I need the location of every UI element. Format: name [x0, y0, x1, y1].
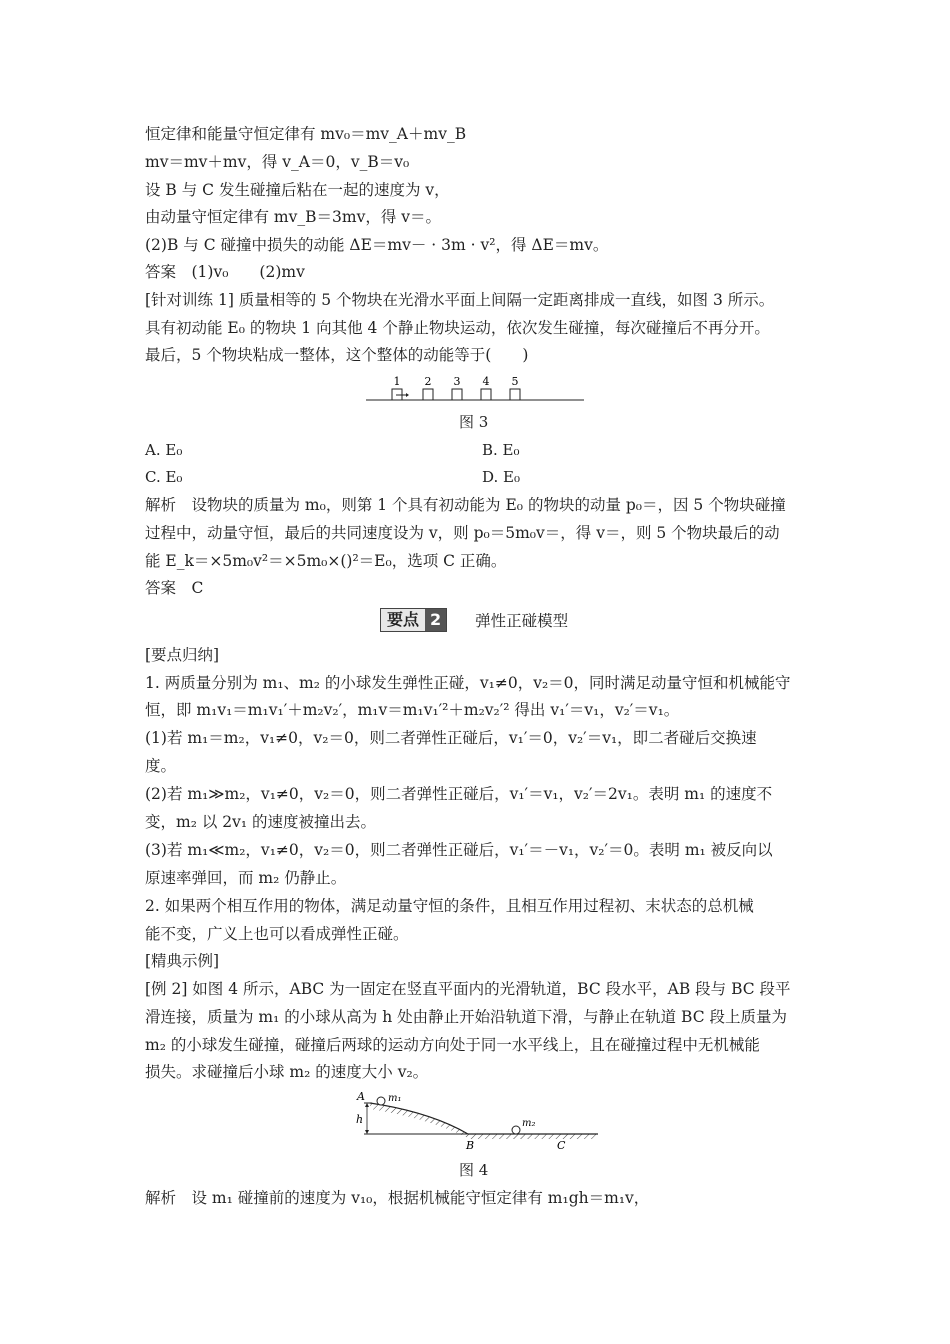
block-label-3: 3 [453, 375, 461, 388]
example-line: [例 2] 如图 4 所示，ABC 为一固定在竖直平面内的光滑轨道，BC 段水平，AB 段与 BC 段平 [145, 980, 791, 998]
block-label-5: 5 [511, 375, 519, 388]
height-arrow-up-icon [365, 1103, 369, 1107]
text-line: (2)B 与 C 碰撞中损失的动能 ΔE＝mv－ · 3m · v²，得 ΔE＝mv。 [145, 236, 609, 254]
block-2 [423, 389, 433, 400]
option-b: B. E₀ [482, 441, 520, 459]
block-label-1: 1 [393, 375, 401, 388]
block-5 [510, 389, 520, 400]
figure-3 [360, 372, 590, 408]
section-line: 度。 [145, 757, 177, 775]
answer-line: 答案 (1)v₀ (2)mv [145, 263, 305, 281]
section-badge-label: 要点 [381, 609, 425, 631]
section-line: (2)若 m₁≫m₂，v₁≠0，v₂＝0，则二者弹性正碰后，v₁′＝v₁，v₂′＝2v₁。表明 m₁ 的速度不 [145, 785, 773, 803]
block-3 [452, 389, 462, 400]
example-line: 损失。求碰撞后小球 m₂ 的速度大小 v₂。 [145, 1063, 429, 1081]
problem-line: [针对训练 1] 质量相等的 5 个物块在光滑水平面上间隔一定距离排成一直线，如图 3 所示。 [145, 291, 775, 309]
block-label-2: 2 [424, 375, 432, 388]
text-line: 由动量守恒定律有 mv_B＝3mv，得 v＝。 [145, 208, 442, 226]
figure-3-caption: 图 3 [459, 413, 489, 431]
problem-line: 具有初动能 E₀ 的物块 1 向其他 4 个静止物块运动，依次发生碰撞，每次碰撞后不再分开。 [145, 319, 770, 337]
solution-line: 解析 设 m₁ 碰撞前的速度为 v₁₀，根据机械能守恒定律有 m₁gh＝m₁v， [145, 1189, 650, 1207]
section-line: (1)若 m₁＝m₂，v₁≠0，v₂＝0，则二者弹性正碰后，v₁′＝0，v₂′＝v₁，即二者碰后交换速 [145, 729, 757, 747]
section-line: 1. 两质量分别为 m₁、m₂ 的小球发生弹性正碰，v₁≠0，v₂＝0，同时满足动量守恒和机械能守 [145, 674, 791, 692]
section-title: 弹性正碰模型 [475, 612, 569, 630]
problem-line: 最后，5 个物块粘成一整体，这个整体的动能等于( ) [145, 346, 529, 364]
section-line: 恒，即 m₁v₁＝m₁v₁′＋m₂v₂′，m₁v＝m₁v₁′²＋m₂v₂′² 得出 v₁′＝v₁，v₂′＝v₁。 [145, 701, 680, 719]
solution-line: 过程中，动量守恒，最后的共同速度设为 v，则 p₀＝5m₀v＝，得 v＝，则 5 个物块最后的动 [145, 524, 780, 542]
option-a: A. E₀ [145, 441, 183, 459]
solution-line: 解析 设物块的质量为 m₀，则第 1 个具有初动能为 E₀ 的物块的动量 p₀＝，因 5 个物块碰撞 [145, 496, 786, 514]
label-h: h [356, 1113, 364, 1126]
text-line: 设 B 与 C 发生碰撞后粘在一起的速度为 v， [145, 181, 450, 199]
text-line: 恒定律和能量守恒定律有 mv₀＝mv_A＋mv_B [145, 125, 467, 143]
height-arrow-down-icon [365, 1130, 369, 1134]
text-line: mv＝mv＋mv，得 v_A＝0，v_B＝v₀ [145, 153, 410, 171]
section-badge [380, 608, 447, 632]
block-4 [481, 389, 491, 400]
section-line: [要点归纳] [145, 646, 220, 664]
figure-4 [350, 1090, 605, 1154]
label-m2: m₂ [522, 1118, 536, 1129]
track-hatch [370, 1103, 468, 1138]
section-line: 原速率弹回，而 m₂ 仍静止。 [145, 869, 347, 887]
example-line: m₂ 的小球发生碰撞，碰撞后两球的运动方向处于同一水平线上，且在碰撞过程中无机械能 [145, 1036, 760, 1054]
section-line: 2. 如果两个相互作用的物体，满足动量守恒的条件，且相互作用过程初、末状态的总机械 [145, 897, 754, 915]
section-line: 能不变，广义上也可以看成弹性正碰。 [145, 925, 409, 943]
option-c: C. E₀ [145, 468, 183, 486]
label-m1: m₁ [388, 1093, 402, 1104]
ball-m2 [512, 1126, 520, 1134]
label-c: C [557, 1139, 566, 1152]
section-line: [精典示例] [145, 952, 220, 970]
ball-m1 [377, 1097, 385, 1105]
floor-hatch [468, 1134, 598, 1139]
solution-line: 能 E_k＝×5m₀v²＝×5m₀×()²＝E₀，选项 C 正确。 [145, 552, 507, 570]
section-line: (3)若 m₁≪m₂，v₁≠0，v₂＝0，则二者弹性正碰后，v₁′＝－v₁，v₂′＝0。表明 m₁ 被反向以 [145, 841, 773, 859]
section-line: 变，m₂ 以 2v₁ 的速度被撞出去。 [145, 813, 377, 831]
answer-line: 答案 C [145, 579, 204, 597]
section-badge-number: 2 [425, 609, 446, 631]
label-a: A [357, 1090, 365, 1103]
section-banner [380, 608, 568, 632]
figure-4-caption: 图 4 [459, 1161, 489, 1179]
arrow-head-icon [406, 393, 409, 397]
option-d: D. E₀ [482, 468, 520, 486]
label-b: B [466, 1139, 475, 1152]
block-label-4: 4 [482, 375, 490, 388]
example-line: 滑连接，质量为 m₁ 的小球从高为 h 处由静止开始沿轨道下滑，与静止在轨道 BC 段上质量为 [145, 1008, 787, 1026]
